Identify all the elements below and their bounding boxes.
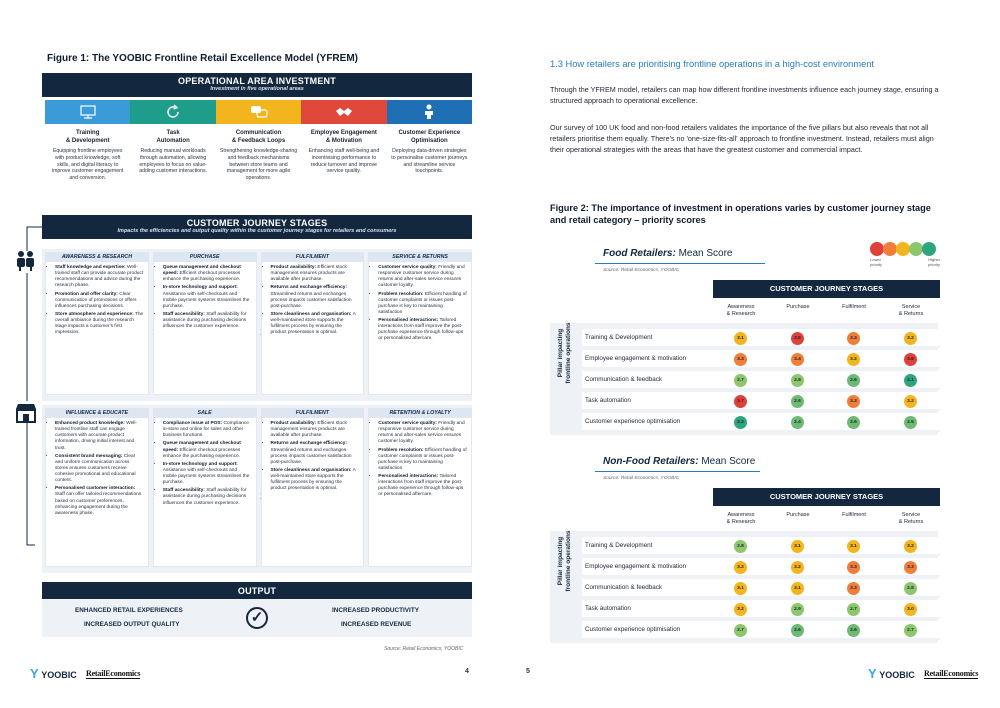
score-dot: 3.2	[904, 332, 917, 345]
score-dot: 3.3	[847, 395, 860, 408]
table-row	[582, 350, 940, 369]
row-label: Employee engagement & motivation	[585, 355, 687, 362]
pillar-title: Communication & Feedback Loops	[231, 130, 286, 144]
stage-title: SERVICE & RETURNS	[368, 252, 472, 262]
operational-title: OPERATIONAL AREA INVESTMENT	[178, 76, 336, 86]
score-dot: 2.6	[791, 624, 804, 637]
stage-title: PURCHASE	[153, 252, 257, 262]
score-dot: 2.6	[847, 416, 860, 429]
journey-stage	[153, 408, 257, 567]
score-dot: 3.1	[734, 332, 747, 345]
row-label: Training & Development	[585, 334, 653, 341]
page-number: 5	[526, 668, 530, 675]
score-dot: 3.2	[847, 353, 860, 366]
output-header	[42, 582, 472, 600]
stage-bullets	[153, 262, 257, 395]
score-dot: 3.1	[847, 540, 860, 553]
output-item: ENHANCED RETAIL EXPERIENCES	[75, 607, 183, 614]
score-dot: 2.6	[791, 395, 804, 408]
stage-bullet: • Returns and exchange efficiency: Streamlined returns and exchanges process impacts customer satisfaction post-purchase.	[271, 285, 360, 310]
column-header: Fulfilment	[842, 512, 866, 518]
stage-bullet: • Product availability: Efficient stock management ensures products are available after purchase.	[271, 421, 360, 439]
pillar-description: Equipping frontline employees with product knowledge, soft skills, and digital literacy to improve customer engagement and conversion.	[51, 148, 124, 181]
figure-1-title: Figure 1: The YOOBIC Frontline Retail Excellence Model (YFREM)	[47, 53, 358, 64]
score-dot: 3.8	[791, 332, 804, 345]
table-title	[603, 456, 755, 467]
table-row	[582, 371, 940, 390]
legend-dot	[883, 242, 897, 256]
figure-2-title: Figure 2: The importance of investment in operations varies by customer journey stage and retail category – priority scores	[550, 203, 931, 226]
stage-bullet: • Problem resolution: Efficient handling of customer complaints or issues post-purchase is key to maintaining satisfaction	[378, 448, 467, 473]
row-label: Communication & feedback	[585, 584, 663, 591]
score-dot: 3.1	[791, 540, 804, 553]
output-item: INCREASED REVENUE	[341, 621, 412, 628]
journey-subtitle: Impacts the efficiencies and output quality within the customer journey stages for retailers and consumers	[117, 228, 397, 234]
table-title-category: Non-Food Retailers:	[603, 456, 699, 467]
stage-bullets	[45, 418, 149, 567]
table-header: CUSTOMER JOURNEY STAGES	[713, 488, 940, 506]
operational-subtitle: Investment in five operational areas	[210, 86, 304, 92]
column-header: Service & Returns	[898, 304, 924, 317]
column-header: Awareness & Research	[726, 304, 756, 317]
pillar	[301, 100, 386, 182]
row-label: Communication & feedback	[585, 376, 663, 383]
column-header: Purchase	[786, 304, 810, 310]
stage-bullets	[261, 262, 365, 395]
legend-dot	[922, 242, 936, 256]
score-dot: 2.7	[847, 603, 860, 616]
stage-bullet: • Queue management and checkout speed: Efficient checkout processes enhance the purchasing experience.	[163, 265, 252, 283]
stage-bullet: • Consistent brand messaging: Clear and uniform communication across stores ensures customers receive cohesive promotional and educational content.	[55, 454, 144, 485]
right-page	[500, 0, 1000, 708]
table-title	[603, 248, 733, 259]
score-dot: 2.8	[904, 582, 917, 595]
column-header: Awareness & Research	[726, 512, 756, 525]
score-dot: 3.3	[847, 332, 860, 345]
stage-title: RETENTION & LOYALTY	[368, 408, 472, 418]
table-source: Source: Retail Economics, YOOBIC	[603, 268, 680, 273]
table-source: Source: Retail Economics, YOOBIC	[603, 476, 680, 481]
pillar	[387, 100, 472, 182]
score-dot: 3.1	[734, 582, 747, 595]
figure-1-source: Source: Retail Economics, YOOBIC	[384, 646, 464, 652]
score-dot: 2.8	[791, 374, 804, 387]
stage-bullet: • Customer service quality: Friendly and responsive customer service during returns and after-sales service ensures customer loyalty.	[378, 265, 467, 290]
stage-bullet: • Queue management and checkout speed: Efficient checkout processes enhance the purchasing experience.	[163, 441, 252, 459]
stage-bullet: • Staff accessibility: Staff availability for assistance during purchasing decisions influences the customer experience.	[163, 312, 252, 330]
row-axis-label: Pillar impacting frontline operations	[557, 322, 573, 384]
journey-stage	[261, 252, 365, 395]
row-label: Training & Development	[585, 542, 653, 549]
row-axis-label: Pillar impacting frontline operations	[557, 530, 573, 592]
stage-bullet: • Staff accessibility: Staff availability for assistance during purchasing decisions influences the customer experience.	[163, 488, 252, 506]
stage-bullet: • In-store technology and support: Assistance with self-checkouts and mobile payment systems streamlines the purchase.	[163, 285, 252, 310]
stage-title: FULFILMENT	[261, 408, 365, 418]
table-row	[582, 558, 940, 577]
table-title-metric: Mean Score	[675, 248, 733, 259]
table-row	[582, 392, 940, 411]
table-row	[582, 413, 940, 432]
score-dot: 3.2	[904, 540, 917, 553]
score-dot: 2.1	[904, 374, 917, 387]
operational-header	[42, 73, 472, 97]
score-dot: 3.2	[734, 603, 747, 616]
output-item: INCREASED OUTPUT QUALITY	[84, 621, 180, 628]
stage-title: FULFILMENT	[261, 252, 365, 262]
stage-title: AWARENESS & RESEARCH	[45, 252, 149, 262]
row-label: Task automation	[585, 397, 631, 404]
score-dot: 3.3	[734, 353, 747, 366]
title-underline	[595, 471, 760, 472]
score-dot: 2.8	[734, 540, 747, 553]
stage-bullet: • Customer service quality: Friendly and responsive customer service during returns and after-sales service ensures customer loyalty.	[378, 421, 467, 446]
section-heading: 1.3 How retailers are prioritising frontline operations in a high-cost environment	[550, 59, 875, 69]
checkmark-icon: ✓	[246, 607, 268, 629]
table-row	[582, 579, 940, 598]
journey-connector	[25, 225, 45, 555]
person-icon	[387, 100, 472, 124]
column-header: Service & Returns	[898, 512, 924, 525]
stage-bullets	[368, 262, 472, 395]
stage-bullet: • Personalised interactions: Tailored interactions from staff improve the post-purchase experience through follow-ups or personalised aftercare.	[378, 474, 467, 499]
pillar-description: Strengthening knowledge-sharing and feedback mechanisms between store teams and management for more agile operations.	[219, 148, 298, 181]
row-label: Employee engagement & motivation	[585, 563, 687, 570]
journey-stage	[368, 408, 472, 567]
score-dot: 2.4	[791, 416, 804, 429]
journey-stage	[261, 408, 365, 567]
retail-economics-logo: RetailEconomics	[86, 669, 141, 678]
score-dot: 2.9	[791, 603, 804, 616]
score-dot: 3.7	[734, 395, 747, 408]
journey-lane-2	[45, 408, 472, 567]
stage-title: SALE	[153, 408, 257, 418]
table-title-metric: Mean Score	[698, 456, 756, 467]
stage-bullets	[368, 418, 472, 567]
pillar	[216, 100, 301, 182]
legend-dot	[896, 242, 910, 256]
page-number: 4	[465, 668, 469, 675]
pillar	[130, 100, 215, 182]
table-row	[582, 621, 940, 640]
journey-header	[42, 215, 472, 239]
score-dot: 3.2	[734, 561, 747, 574]
pillar-title: Customer Experience Optimisation	[398, 130, 461, 144]
pillars-row	[45, 100, 472, 182]
score-dot: 2.2	[734, 416, 747, 429]
legend-lower: Lower priority	[870, 257, 883, 267]
stage-bullet: • Store cleanliness and organisation: A well-maintained store supports the fulfilment process by ensuring the product presentation is optimal.	[271, 468, 360, 493]
stage-title: INFLUENCE & EDUCATE	[45, 408, 149, 418]
pillar-title: Task Automation	[156, 130, 190, 144]
pillar-description: Reducing manual workloads through automation, allowing employees to focus on value-adding customer interactions.	[139, 148, 207, 175]
yoobic-y-icon: Y	[30, 666, 39, 681]
yoobic-logo: Y YOOBIC	[30, 666, 77, 681]
stage-bullet: • Staff knowledge and expertise: Well-trained staff can provide accurate product recommendations and advice during the research phase.	[55, 265, 144, 290]
chat-bubbles-icon	[216, 100, 301, 124]
table-header: CUSTOMER JOURNEY STAGES	[713, 280, 940, 298]
row-label: Customer experience optimisation	[585, 418, 681, 425]
stage-bullet: • Personalised interactions: Tailored interactions from staff improve the post-purchase experience through follow-ups or personalised aftercare.	[378, 318, 467, 343]
stage-bullets	[261, 418, 365, 567]
presentation-board-icon	[45, 100, 130, 124]
row-label: Task automation	[585, 605, 631, 612]
stage-bullet: • Compliance issue at POS: Compliance in-store and online for sales and other business functions	[163, 421, 252, 439]
handshake-icon	[301, 100, 386, 124]
stage-bullets	[153, 418, 257, 567]
table-title-category: Food Retailers:	[603, 248, 676, 259]
journey-stage	[153, 252, 257, 395]
score-dot: 2.7	[734, 624, 747, 637]
score-dot: 2.7	[904, 624, 917, 637]
pillar	[45, 100, 130, 182]
score-dot: 3.2	[904, 395, 917, 408]
legend-dot	[870, 242, 884, 256]
paragraph-1: Through the YFREM model, retailers can map how different frontline investments influence each journey stage, ensuring a structured approach to operational excellence.	[550, 85, 939, 106]
stage-bullet: • Store atmosphere and experience: The overall ambiance during the research stage impacts a customer's first impression.	[55, 312, 144, 337]
retail-economics-logo: RetailEconomics	[924, 669, 979, 678]
column-header: Fulfilment	[842, 304, 866, 310]
journey-stage	[368, 252, 472, 395]
legend-higher: Higher priority	[927, 257, 940, 267]
yoobic-y-icon: Y	[868, 666, 877, 681]
stage-bullet: • Store cleanliness and organisation: A well-maintained store supports the fulfilment process by ensuring the product presentation is optimal.	[271, 312, 360, 337]
stage-bullet: • Promotion and offer clarity: Clear communication of promotions or offers influences purchasing decisions.	[55, 292, 144, 310]
score-dot: 3.3	[904, 561, 917, 574]
row-label: Customer experience optimisation	[585, 626, 681, 633]
output-item: INCREASED PRODUCTIVITY	[332, 607, 419, 614]
stage-bullets	[45, 262, 149, 395]
score-dot: 2.6	[847, 374, 860, 387]
stage-bullet: • Personalised customer interaction: Staff can offer tailored recommendations based on customer preferences, enhancing engagement during the awareness phase.	[55, 486, 144, 517]
title-underline	[595, 263, 765, 264]
journey-lane-1	[45, 252, 472, 395]
legend-dots	[870, 242, 940, 256]
paragraph-2: Our survey of 100 UK food and non-food retailers validates the importance of the five pillars but also reveals that not all retailers prioritise them equally. There's no 'one-size-fits-all' approach to frontline investment. Instead, retailers must align their operational strategies with the areas that have the greatest customer and commercial impact.	[550, 123, 934, 155]
pillar-description: Deploying data-driven strategies to personalise customer journeys and streamline service touchpoints.	[391, 148, 468, 175]
score-dot: 3.3	[847, 561, 860, 574]
stage-bullet: • Enhanced product knowledge: Well-trained frontline staff can engage customers with accurate product information, driving initial interest and trust.	[55, 421, 144, 452]
score-dot: 2.6	[847, 624, 860, 637]
priority-legend	[870, 242, 940, 267]
table-row	[582, 600, 940, 619]
pillar-description: Enhancing staff well-being and incentivising performance to reduce turnover and improve service quality.	[308, 148, 380, 175]
refresh-cycle-icon	[130, 100, 215, 124]
column-header: Purchase	[786, 512, 810, 518]
legend-dot	[909, 242, 923, 256]
score-dot: 3.8	[904, 353, 917, 366]
score-dot: 3.3	[847, 582, 860, 595]
journey-stage	[45, 252, 149, 395]
stage-bullet: • In-store technology and support: Assistance with self-checkouts and mobile payment systems streamlines the purchase.	[163, 462, 252, 487]
score-dot: 2.5	[904, 416, 917, 429]
journey-stage	[45, 408, 149, 567]
stage-bullet: • Problem resolution: Efficient handling of customer complaints or issues post-purchase is key to maintaining satisfaction	[378, 292, 467, 317]
table-row	[582, 537, 940, 556]
score-dot: 3.2	[791, 561, 804, 574]
stage-bullet: • Returns and exchange efficiency: Streamlined returns and exchanges process impacts customer satisfaction post-purchase.	[271, 441, 360, 466]
journey-title: CUSTOMER JOURNEY STAGES	[186, 218, 328, 228]
score-dot: 3.0	[904, 603, 917, 616]
pillar-title: Employee Engagement & Motivation	[310, 130, 377, 144]
table-row	[582, 329, 940, 348]
score-dot: 3.4	[791, 353, 804, 366]
yoobic-logo: Y YOOBIC	[868, 666, 915, 681]
output-title: OUTPUT	[237, 586, 277, 596]
pillar-title: Training & Development	[65, 130, 110, 144]
score-dot: 2.7	[734, 374, 747, 387]
score-dot: 3.1	[791, 582, 804, 595]
stage-bullet: • Product availability: Efficient stock management ensures products are available after purchase.	[271, 265, 360, 283]
